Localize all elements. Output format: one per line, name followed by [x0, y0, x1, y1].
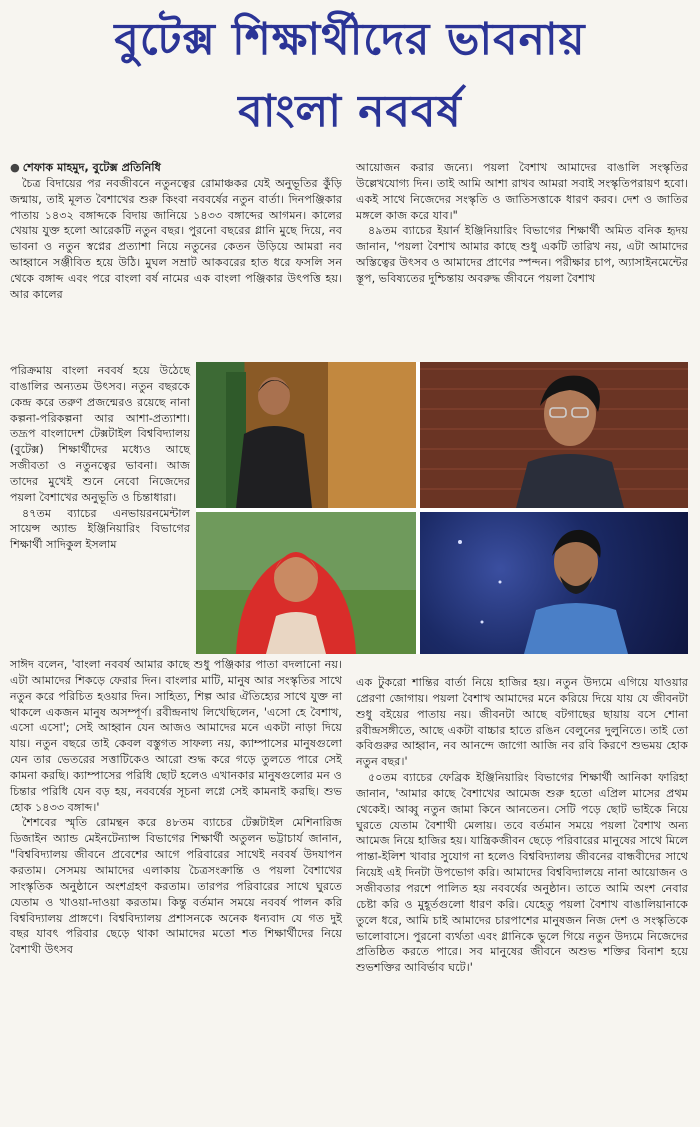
person-figure-4: [420, 512, 688, 654]
article-column-3: [10, 657, 342, 958]
student-photo-2: [420, 362, 688, 508]
student-photo-3: [196, 512, 416, 654]
person-figure-2: [420, 362, 688, 508]
bullet-icon: ●: [10, 161, 20, 174]
article-column-inset: [10, 363, 190, 553]
article-paragraph: ৫০তম ব্যাচের ফেব্রিক ইঞ্জিনিয়ারিং বিভাগের শিক্ষার্থী আনিকা ফারিহা জানান, 'আমার কাছে বৈশাখের আমেজ শুরু হতো এপ্রিল মাসের প্রথম থেকেই। আব্বু নতুন জামা কিনে আনতেন। সেটি পড়ে ছোট ভাইকে নিয়ে ঘুরতে যেতাম বৈশাখী মেলায়। তবে বর্তমান সময়ে পয়লা বৈশাখ অন্য আমেজ নিয়ে হাজির হয়। যান্ত্রিকজীবন ছেড়ে পরিবারের মানুষের সাথে মিলে পান্তা-ইলিশ খাবার সুযোগ না হলেও বিশ্ববিদ্যালয় জীবনের বান্ধবীদের সাথে নিয়েই এই দিনটা উপভোগ করি। আমাদের বিশ্ববিদ্যালয়ে নানা আয়োজন ও সজীবতার পরশে পালিত হয় নববর্ষের অনুষ্ঠান। তাতে আমি অংশ নেবার চেষ্টা করি ও মুহূর্তগুলো ধারণ করি। যেহেতু পয়লা বৈশাখ বাঙালিয়ানাকে তুলে ধরে, আমি চাই আমাদের চারপাশের মানুষজন নিজ দেশ ও সংস্কৃতিকে ভালোবাসে। পুরনো ব্যর্থতা এবং গ্লানিকে ভুলে গিয়ে নতুন উদ্যমে নিজেদের প্রতিষ্ঠিত করতে পারে। সব মানুষের জীবনে অশুভ শক্তির বিনাশ হয়ে শুভশক্তির আবির্ভাব ঘটে।': [356, 771, 688, 975]
article-column-1: [10, 160, 342, 303]
headline-line-2: বাংলা নববর্ষ: [238, 86, 462, 137]
article-paragraph: সাঈদ বলেন, 'বাংলা নববর্ষ আমার কাছে শুধু পঞ্জিকার পাতা বদলানো নয়। এটা আমাদের শিকড়ে ফেরার দিন। বাংলার মাটি, মানুষ আর সংস্কৃতির সাথে নতুন করে পরিচিত হওয়ার দিন। সাহিত্য, শিল্প আর ঐতিহ্যের সাথে যুক্ত না থাকলে একজন মানুষ অসম্পূর্ণ। রবীন্দ্রনাথ লিখেছিলেন, 'এসো হে বৈশাখ, এসো এসো'; সেই আহ্বান যেন আজও আমাদের মনে একটা নাড়া দিয়ে যায়। নতুন বছরে তাই কেবল বস্তুগত সাফল্য নয়, ক্যাম্পাসের মানুষগুলো যেন তার ভেতরের সত্তাটিকেও আরো শুদ্ধ করে গড়ে তুলতে পারে সেই কামনা করছি। ক্যাম্পাসের পরিধি ছোট হলেও এখানকার মানুষগুলোর মন ও চিন্তার পরিধি যেন বড় হয়, নববর্ষের সূচনা লগ্নে সেই কামনাই করছি। শুভ হোক ১৪৩৩ বঙ্গাব্দ।': [10, 658, 342, 814]
article-paragraph: শৈশবের স্মৃতি রোমন্থন করে ৪৮তম ব্যাচের টেক্সটাইল মেশিনারিজ ডিজাইন অ্যান্ড মেইনটেন্যান্স বিভাগের শিক্ষার্থী অতুলন ভট্টাচার্য জানান, "বিশ্ববিদ্যালয় জীবনে প্রবেশের আগে পরিবারের সাথেই নববর্ষ উদযাপন করতাম। সেসময় আমাদের এলাকায় চৈত্রসংক্রান্তি ও পয়লা বৈশাখের সাংস্কৃতিক অনুষ্ঠানে অংশগ্রহণ করতাম। তারপর পরিবারের সাথে ঘুরতে যেতাম ও খাওয়া-দাওয়া করতাম। কিন্তু বর্তমান সময়ে নববর্ষ পালন করি বিশ্ববিদ্যালয় প্রাঙ্গণে। বিশ্ববিদ্যালয় প্রশাসনকে অনেক ধন্যবাদ যে গত দুই বছর যাবৎ পরিবার ছেড়ে থাকা আমাদের মতো শত শিক্ষার্থীদের নিয়ে বৈশাখী উৎসব: [10, 816, 342, 957]
article-paragraph: ৪৯তম ব্যাচের ইয়ার্ন ইঞ্জিনিয়ারিং বিভাগের শিক্ষার্থী অমিত বনিক হৃদয় জানান, 'পয়লা বৈশাখ আমার কাছে শুধু একটি তারিখ নয়, এটা আমাদের অস্তিত্বের উৎসব ও আমাদের প্রাণের স্পন্দন। পরীক্ষার চাপ, অ্যাসাইনমেন্টের স্তূপ, ভবিষ্যতের দুশ্চিন্তায় অবরুদ্ধ জীবনে পয়লা বৈশাখ: [356, 224, 688, 285]
article-column-2: [356, 160, 688, 287]
article-paragraph: পরিক্রমায় বাংলা নববর্ষ হয়ে উঠেছে বাঙালির অন্যতম উৎসব। নতুন বছরকে কেন্দ্র করে তরুণ প্রজন্মেরও রয়েছে নানা কল্পনা-পরিকল্পনা আর আশা-প্রত্যাশা। তদ্রূপ বাংলাদেশ টেক্সটাইল বিশ্ববিদ্যালয় (বুটেক্স) শিক্ষার্থীদের মধ্যেও আছে সজীবতা ও নতুনত্বের ভাবনা। আজ তাদের মুখেই শুনে নেবো নিজেদের পয়লা বৈশাখের অনুভূতি ও চিন্তাধারা।: [10, 364, 190, 504]
article-paragraph: আয়োজন করার জন্যে। পয়লা বৈশাখ আমাদের বাঙালি সংস্কৃতির উল্লেখযোগ্য দিন। তাই আমি আশা রাখব আমরা সবাই সংস্কৃতিপরায়ণ হবো। একই সাথে নিজেদের সংস্কৃতি ও জাতিসত্তাকে ধারণ করব। দেশ ও জাতির মঙ্গলে কাজ করে যাব।": [356, 161, 688, 222]
article-paragraph: ৪৭তম ব্যাচের এনভায়রনমেন্টাল সায়েন্স অ্যান্ড ইঞ্জিনিয়ারিং বিভাগের শিক্ষার্থী সাদিকুল ইসলাম: [10, 506, 190, 552]
person-figure-1: [196, 362, 416, 508]
person-figure-3: [196, 512, 416, 654]
article-paragraph: চৈত্র বিদায়ের পর নবজীবনে নতুনত্বের রোমাঞ্চকর যেই অনুভূতির কুঁড়ি জন্মায়, তাই মূলত বৈশাখের শুরু কিংবা নববর্ষের নতুন বার্তা। দিনপঞ্জিকার পাতায় ১৪৩২ বঙ্গাব্দকে বিদায় জানিয়ে ১৪৩৩ বঙ্গাব্দের আগমন। কালের খেয়ায় যুক্ত হলো আরেকটি নতুন বছর। পুরনো বছরের গ্লানি মুছে দিয়ে, নব ভাবনা ও নতুন স্বপ্নের প্রত্যাশা নিয়ে নতুনের কেতন উড়িয়ে আমরা নব আহ্বানে সঞ্জীবিত হয়ে উঠি। মুঘল সম্রাট আকবরের হাত ধরে ফসলি সন থেকে বঙ্গাব্দ এবং পরে বাংলা বর্ষ নামের এক বাংলা পঞ্জিকার উৎপত্তি হয়। আর কালের: [10, 176, 342, 301]
headline-line-1: বুটেক্স শিক্ষার্থীদের ভাবনায়: [114, 14, 586, 65]
byline-text: শেফাক মাহমুদ, বুটেক্স প্রতিনিধি: [22, 161, 161, 174]
student-photo-4: [420, 512, 688, 654]
article-paragraph: এক টুকরো শান্তির বার্তা নিয়ে হাজির হয়। নতুন উদ্যমে এগিয়ে যাওয়ার প্রেরণা জোগায়। পয়লা বৈশাখ আমাদের মনে করিয়ে দিয়ে যায় যে জীবনটা শুধু বইয়ের পাতায় নয়। জীবনটা আছে বটগাছের ছায়ায় বসে শোনা রবীন্দ্রসঙ্গীতে, আছে একটা বাচ্চার হাতে রঙিন বেলুনের দুলুনিতে। তাই তো কবিগুরুর আহ্বান, নব আনন্দে জাগো আজি নব রবি কিরণে শুভময় হোক নতুন বছর।': [356, 676, 688, 769]
student-photo-grid: [196, 362, 688, 654]
student-photo-1: [196, 362, 416, 508]
byline: [10, 160, 342, 176]
article-column-4: [356, 675, 688, 976]
